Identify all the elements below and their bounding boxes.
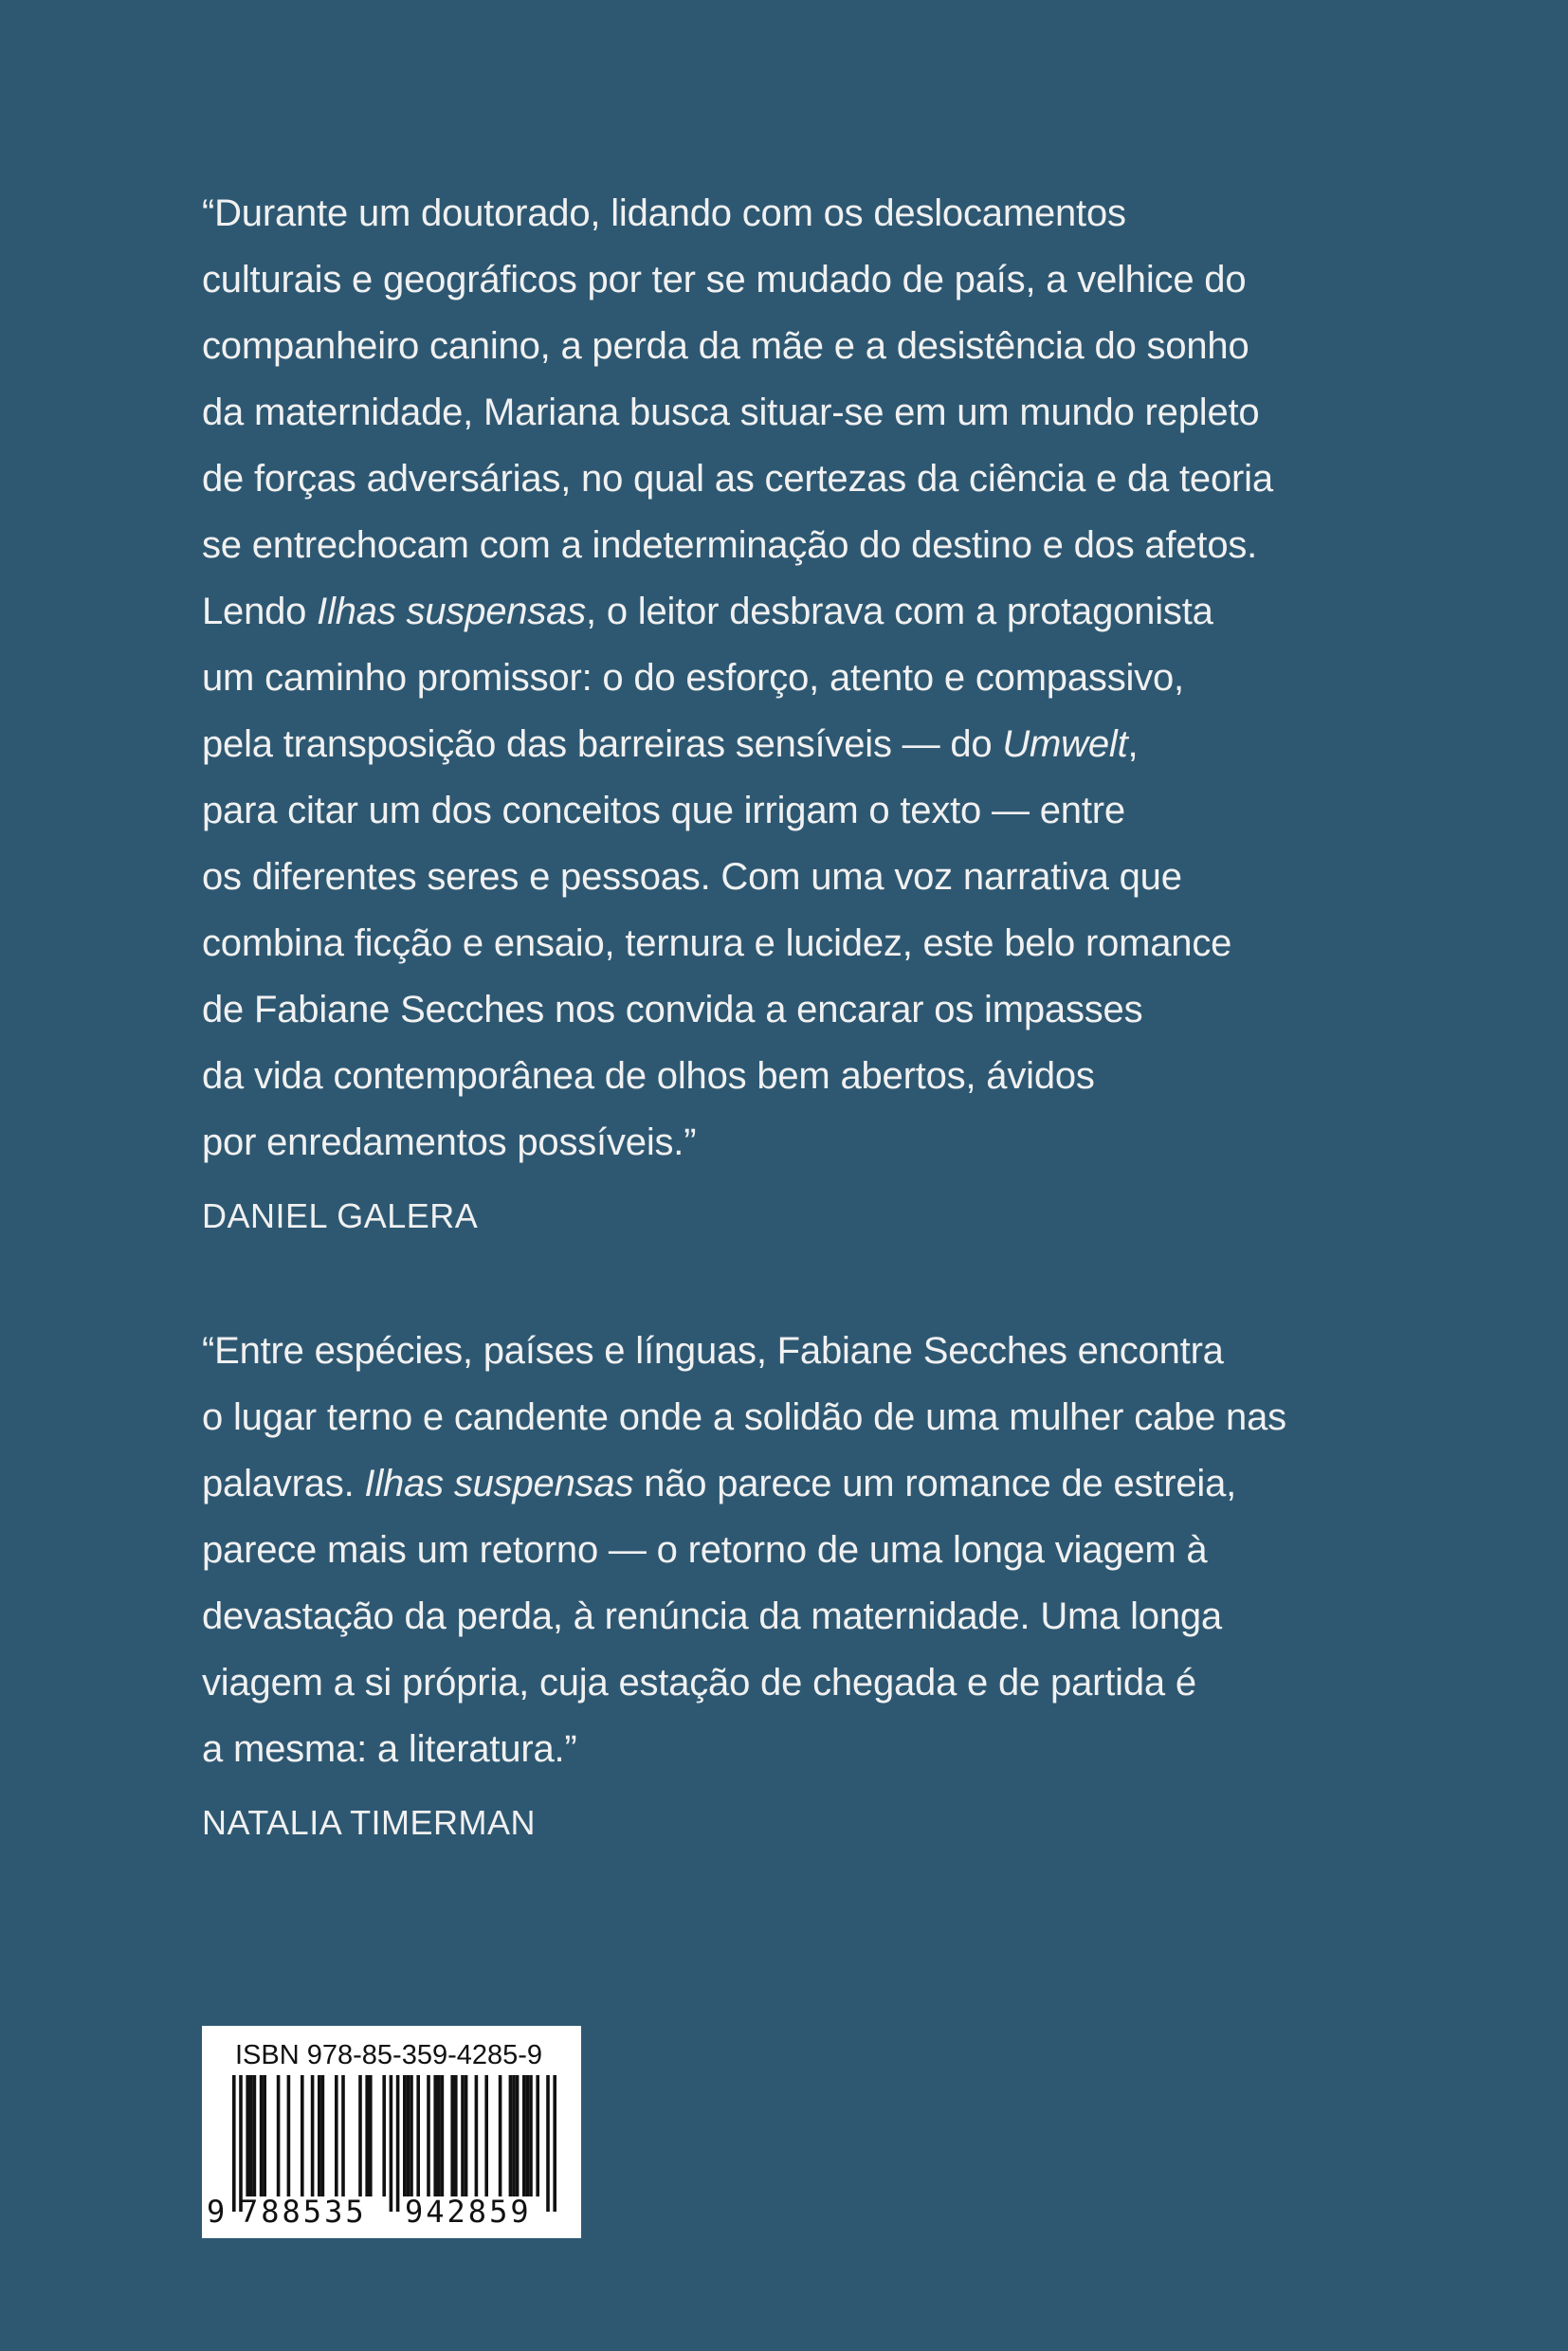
barcode-bar — [369, 2075, 373, 2196]
text-run: Lendo — [202, 591, 318, 632]
text-run: um caminho promissor: o do esforço, atento e compassivo, — [202, 657, 1184, 699]
quote-line — [202, 645, 1434, 711]
text-run: palavras. — [202, 1463, 365, 1504]
text-run: , — [1127, 723, 1139, 765]
barcode-bar — [441, 2075, 445, 2196]
text-run: a mesma: a literatura.” — [202, 1728, 577, 1770]
quote-author: DANIEL GALERA — [202, 1196, 479, 1235]
barcode-first-digit: 9 — [207, 2194, 226, 2230]
quote-line — [202, 578, 1434, 645]
barcode-bar — [526, 2075, 530, 2196]
quote-text — [202, 180, 1434, 1176]
book-title-italic: Umwelt — [1002, 723, 1128, 765]
text-run: companheiro canino, a perda da mãe e a desistência do sonho — [202, 325, 1249, 367]
barcode-bar — [232, 2075, 236, 2212]
barcode-left-digits: 788535 — [240, 2194, 367, 2230]
quote-line — [202, 1649, 1434, 1716]
quote-line — [202, 379, 1434, 446]
barcode-bar — [410, 2075, 413, 2196]
barcode-bar — [465, 2075, 468, 2196]
isbn-barcode — [202, 2026, 581, 2238]
barcode-bar — [484, 2075, 488, 2196]
text-run: , o leitor desbrava com a protagonista — [586, 591, 1213, 632]
barcode-bar — [475, 2075, 479, 2196]
barcode-bar — [427, 2075, 430, 2196]
barcode-bar — [396, 2075, 400, 2212]
text-run: parece mais um retorno — o retorno de uma longa viagem à — [202, 1529, 1208, 1571]
barcode-bar — [529, 2075, 533, 2196]
text-run: da vida contemporânea de olhos bem abertos, ávidos — [202, 1055, 1095, 1097]
text-run: o lugar terno e candente onde a solidão de uma mulher cabe nas — [202, 1396, 1286, 1438]
barcode-bar — [516, 2075, 520, 2196]
barcode-bar — [536, 2075, 539, 2196]
text-run: “Entre espécies, países e línguas, Fabiane Secches encontra — [202, 1330, 1224, 1372]
quote-line — [202, 313, 1434, 379]
quote-line — [202, 1517, 1434, 1583]
barcode-bar — [239, 2075, 243, 2212]
barcode-bar — [382, 2075, 386, 2196]
text-run: culturais e geográficos por ter se mudado de país, a velhice do — [202, 259, 1247, 301]
quote-line — [202, 910, 1434, 976]
quote-line — [202, 1583, 1434, 1649]
quote-line — [202, 844, 1434, 910]
barcode-bar — [407, 2075, 410, 2196]
barcode-bar — [253, 2075, 257, 2196]
barcode-bar — [358, 2075, 362, 2196]
quote-line — [202, 1043, 1434, 1109]
barcode-bar — [403, 2075, 407, 2196]
text-run: de Fabiane Secches nos convida a encarar os impasses — [202, 989, 1143, 1030]
barcode-bar — [311, 2075, 315, 2196]
quote-line — [202, 246, 1434, 313]
barcode-bar — [390, 2075, 393, 2212]
barcode-bar — [454, 2075, 458, 2196]
quote-line — [202, 976, 1434, 1043]
quote-line — [202, 180, 1434, 246]
text-run: de forças adversárias, no qual as certezas da ciência e da teoria — [202, 458, 1273, 500]
barcode-bar — [461, 2075, 465, 2196]
quote-line — [202, 446, 1434, 512]
quote-daniel-galera — [202, 180, 1434, 1240]
barcode-bar — [437, 2075, 441, 2196]
quote-line — [202, 1716, 1434, 1782]
barcode-bar — [260, 2075, 264, 2196]
barcode-bar — [335, 2075, 338, 2196]
book-title-italic: Ilhas suspensas — [317, 591, 586, 632]
text-run: da maternidade, Mariana busca situar-se em um mundo repleto — [202, 392, 1260, 433]
barcode-bar — [277, 2075, 281, 2196]
barcode-bar — [416, 2075, 420, 2196]
text-run: se entrechocam com a indeterminação do destino e dos afetos. — [202, 524, 1258, 566]
barcode-bar — [321, 2075, 325, 2196]
quote-line — [202, 711, 1434, 777]
text-run: para citar um dos conceitos que irrigam o texto — entre — [202, 790, 1125, 831]
barcode-bar — [512, 2075, 516, 2196]
text-run: os diferentes seres e pessoas. Com uma voz narrativa que — [202, 856, 1182, 898]
isbn-label: ISBN 978-85-359-4285-9 — [235, 2040, 543, 2070]
barcode-bar — [365, 2075, 369, 2196]
quote-line — [202, 1318, 1434, 1384]
quote-line — [202, 1450, 1434, 1517]
barcode-bar — [249, 2075, 253, 2196]
text-run: “Durante um doutorado, lidando com os deslocamentos — [202, 192, 1126, 234]
quote-text — [202, 1318, 1434, 1782]
text-run: pela transposição das barreiras sensíveis — do — [202, 723, 1003, 765]
text-run: devastação da perda, à renúncia da maternidade. Uma longa — [202, 1595, 1222, 1637]
barcode-bar — [499, 2075, 502, 2196]
barcode-bar — [246, 2075, 249, 2196]
quote-line — [202, 1109, 1434, 1176]
barcode-bar — [509, 2075, 513, 2196]
quote-line — [202, 512, 1434, 578]
quote-line — [202, 777, 1434, 844]
barcode-bar — [522, 2075, 526, 2196]
barcode-right-digits: 942859 — [405, 2194, 532, 2230]
barcode-bar — [546, 2075, 550, 2212]
book-title-italic: Ilhas suspensas — [364, 1463, 634, 1504]
barcode-bar — [553, 2075, 556, 2212]
text-run: combina ficção e ensaio, ternura e lucidez, este belo romance — [202, 922, 1232, 964]
quote-line — [202, 1384, 1434, 1450]
barcode-bar — [318, 2075, 321, 2196]
barcode-bar — [341, 2075, 345, 2196]
text-run: não parece um romance de estreia, — [633, 1463, 1237, 1504]
barcode-bar — [450, 2075, 454, 2196]
barcode-bar — [287, 2075, 291, 2196]
quote-author: NATALIA TIMERMAN — [202, 1803, 537, 1842]
barcode-bar — [263, 2075, 266, 2196]
barcode-bar — [301, 2075, 304, 2196]
text-run: viagem a si própria, cuja estação de chegada e de partida é — [202, 1662, 1196, 1704]
text-run: por enredamentos possíveis.” — [202, 1121, 697, 1163]
barcode-bar — [433, 2075, 437, 2196]
quote-natalia-timerman — [202, 1318, 1434, 1847]
